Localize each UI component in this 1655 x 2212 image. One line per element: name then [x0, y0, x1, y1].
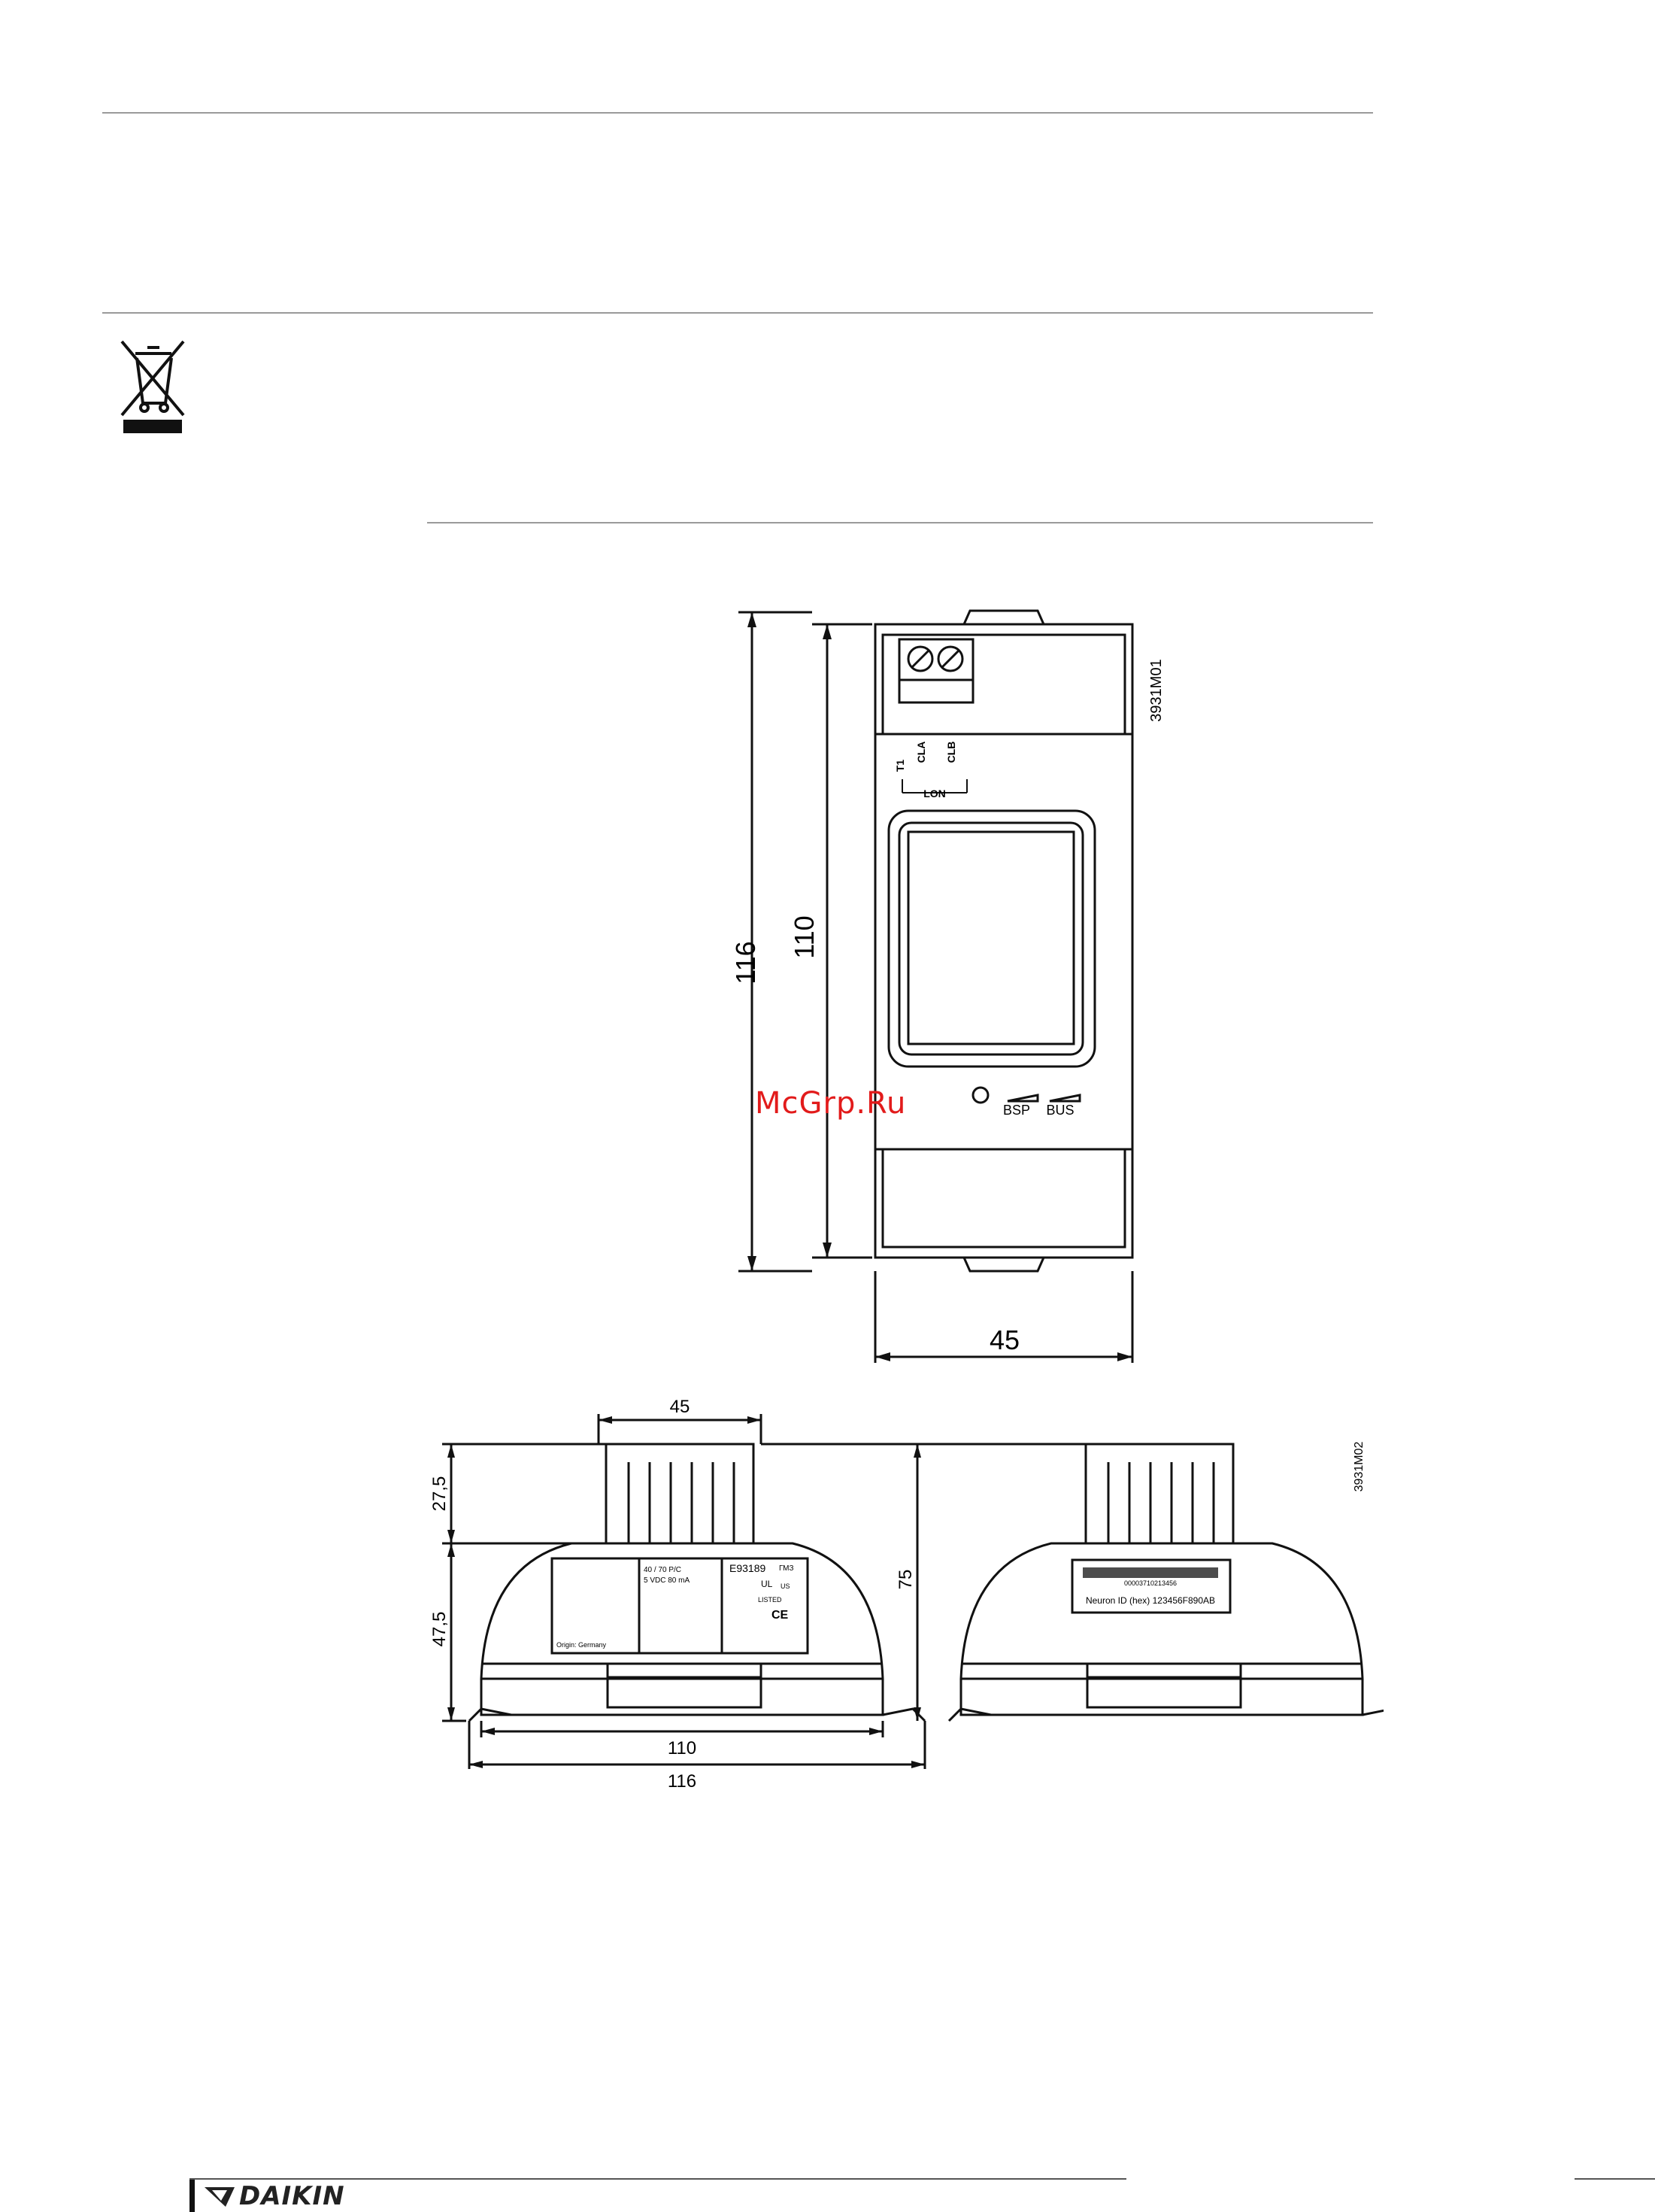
- dim-outer-width: 116: [667, 1771, 697, 1792]
- label-neuron: Neuron ID (hex) 123456F890AB: [1085, 1595, 1216, 1606]
- dimensions-rule: [427, 522, 1373, 523]
- drawing-id-front: 3931M01: [1148, 659, 1165, 722]
- dim-top-height: 27,5: [429, 1476, 450, 1512]
- label-ul: UL: [761, 1579, 773, 1589]
- daikin-mark-icon: [205, 2184, 235, 2208]
- label-ce: CE: [771, 1609, 789, 1622]
- weee-bin-icon: [114, 337, 189, 436]
- section-rule: [102, 312, 1373, 314]
- label-us: US: [781, 1582, 790, 1590]
- dim-height-outer: 116: [730, 941, 761, 985]
- terminal-label-clb: CLB: [945, 741, 957, 763]
- footer-rule: [189, 2178, 1126, 2180]
- dim-width: 45: [989, 1324, 1020, 1355]
- led-label-bsp: BSP: [1002, 1103, 1031, 1118]
- led-label-bus: BUS: [1046, 1103, 1075, 1118]
- front-view-drawing: [722, 602, 1384, 1384]
- label-serial: 00003710213456: [1123, 1579, 1178, 1587]
- top-rule: [102, 112, 1373, 114]
- terminal-label-cla: CLA: [915, 741, 927, 763]
- daikin-logo: [205, 2183, 345, 2210]
- side-view-drawing: [421, 1384, 1384, 1813]
- label-cert-suffix: ГМЗ: [779, 1564, 794, 1573]
- dim-total-height: 75: [896, 1569, 916, 1590]
- label-rating-2: 5 VDC 80 mA: [644, 1576, 690, 1585]
- logo-text: DAIKIN: [239, 2181, 345, 2211]
- watermark-text: McGrp.Ru: [755, 1086, 907, 1121]
- dim-top-width: 45: [669, 1397, 690, 1417]
- label-origin: Origin: Germany: [556, 1641, 607, 1649]
- dim-inner-width: 110: [667, 1738, 697, 1758]
- footer-bar: [189, 2180, 195, 2212]
- dim-body-height: 47,5: [429, 1611, 450, 1647]
- terminal-group-lon: LON: [923, 787, 946, 800]
- label-rating-1: 40 / 70 P/C: [644, 1566, 682, 1574]
- label-cert: E93189: [729, 1562, 766, 1574]
- dim-height-inner: 110: [789, 915, 820, 959]
- label-listed: LISTED: [758, 1596, 782, 1604]
- terminal-label-t1: T1: [894, 759, 906, 772]
- footer-rule-right: [1575, 2178, 1655, 2180]
- drawing-id-side: 3931M02: [1353, 1441, 1366, 1492]
